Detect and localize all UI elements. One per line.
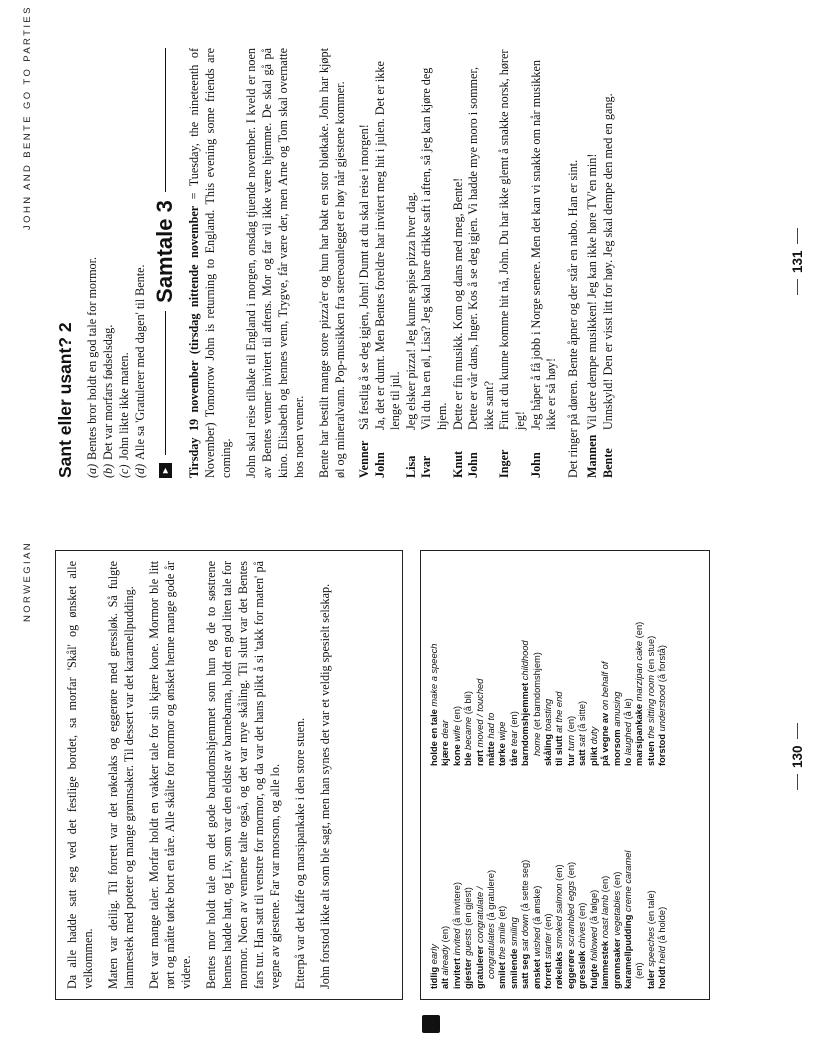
vocabulary-word: karamellpudding [622, 914, 633, 989]
vocabulary-entry [554, 561, 565, 766]
vocabulary-form: (en gjest) [463, 887, 474, 926]
vocabulary-entry [463, 784, 474, 989]
vocabulary-column-2 [429, 561, 703, 766]
dialogue-line [357, 48, 373, 478]
question-item [116, 48, 132, 478]
vocabulary-word: taler [645, 969, 656, 989]
speaker-text: Jeg elsker pizza! Jeg kunne spise pizza hver dag. [403, 192, 418, 430]
speaker-text: Så festlig å se deg igjen, John! Dumt at du skal reise i morgen! [357, 124, 371, 430]
question-text: Alle sa 'Gratulerer med dagen' til Bente. [133, 264, 147, 460]
story-paragraph: Etterpå var det kaffe og marsipankake i den store stuen. [293, 717, 307, 989]
question-marker: (c) [117, 464, 131, 478]
vocabulary-translation: already [440, 945, 451, 976]
vocabulary-translation: had to [486, 712, 497, 739]
dialogue-line [373, 48, 404, 478]
vocabulary-word: eggerøre [565, 949, 576, 989]
vocabulary-form: (en) [508, 711, 519, 728]
vocabulary-translation: wished [531, 927, 542, 957]
vocabulary-form: (en tale) [645, 890, 656, 925]
speaker-text: Dette er vår dans, Inger. Kos å se deg igjen. Vi hadde mye moro i sommer, ikke sant? [466, 66, 496, 430]
question-item [132, 48, 148, 478]
vocabulary-translation: the sitting room [645, 675, 656, 739]
vocabulary-translation: sat [577, 734, 588, 747]
vocabulary-form: (en stue) [645, 635, 656, 673]
vocabulary-entry [646, 784, 657, 989]
vocabulary-word: holdt [657, 966, 668, 989]
vocabulary-translation: moved / touched [474, 678, 485, 748]
intro-paragraph [186, 48, 234, 478]
vocabulary-translation: became [463, 716, 474, 750]
vocabulary-entry [577, 561, 588, 766]
vocabulary-entry [520, 561, 531, 766]
vocabulary-entry [509, 561, 520, 766]
vocabulary-word: invitert [451, 958, 462, 989]
story-paragraph: John forstod ikke alt som ble sagt, men han synes det var et veldig spesielt selskap. [318, 583, 332, 989]
vocabulary-translation: speeches [645, 926, 656, 967]
dialogue-line [585, 48, 601, 478]
vocabulary-entry [657, 784, 668, 989]
vocabulary-translation: toasting [543, 698, 554, 732]
vocabulary-translation: creme caramel [622, 850, 633, 913]
vocabulary-translation: followed [588, 926, 599, 962]
vocabulary-form: (en) [554, 864, 565, 881]
dialogue-line [601, 48, 617, 478]
vocabulary-translation: tear [508, 730, 519, 747]
vocabulary-word: rørt [474, 749, 485, 766]
narration-paragraph: Det ringer på døren. Bente åpner og der står en nabo. Han er sint. [565, 159, 580, 478]
vocabulary-entry [440, 561, 451, 766]
speaker-name: John [372, 452, 387, 478]
vocabulary-translation: guests [463, 928, 474, 956]
vocabulary-word: smilende [508, 948, 519, 989]
vocabulary-translation: starter [543, 932, 554, 960]
vocabulary-translation: early [429, 944, 439, 965]
question-text: Bentes bror holdt en god tale for mormor. [85, 256, 99, 460]
vocabulary-icon [422, 1015, 440, 1033]
question-item [84, 48, 100, 478]
vocabulary-entry [589, 784, 600, 989]
vocabulary-translation: smoked salmon [554, 883, 565, 949]
vocabulary-translation: invited [451, 928, 462, 956]
narration-paragraph: John skal reise tilbake til England i morgen, onsdag tjuende november. I kveld er noen av Bentes venner invitert til aftens. Mor og far vil ikke være hjemme. De skal gå på kino. Elisabeth og hennes venn, Trygve, får være der, men Arne og Tom skal overnatte hos noen venner. [244, 48, 306, 478]
vocabulary-word: alt [440, 978, 451, 989]
vocabulary-form: (en) [600, 875, 611, 893]
question-marker: (d) [133, 463, 147, 478]
page-rule [797, 723, 798, 739]
page-rule [797, 228, 798, 244]
vocabulary-entry [543, 561, 554, 766]
vocabulary-word: kjære [440, 741, 451, 766]
running-head-right: JOHN AND BENTE GO TO PARTIES [22, 5, 33, 230]
vocabulary-word: til slutt [554, 735, 565, 766]
vocabulary-entry [657, 561, 668, 766]
vocabulary-form: (en) [543, 913, 554, 931]
vocabulary-translation: turn [565, 734, 576, 751]
vocabulary-word: forstod [657, 733, 668, 766]
dialogue-line [529, 48, 560, 478]
vocabulary-form: (å ønske) [531, 885, 542, 925]
dialogue-line [451, 48, 467, 478]
vocabulary-entry [589, 561, 600, 766]
speaker-name: Knut [450, 450, 465, 478]
page-number-left [790, 723, 805, 790]
vocabulary-translation: sat down [520, 914, 531, 952]
vocabulary-word: holde en tale [429, 709, 439, 766]
vocabulary-entry [486, 561, 497, 766]
vocabulary-word: ønsket [531, 959, 542, 989]
vocabulary-entry [634, 561, 645, 766]
vocabulary-translation: congratulates [486, 923, 497, 979]
vocabulary-word: grønnsaker [611, 938, 622, 989]
vocabulary-entry [429, 784, 440, 989]
vocabulary-entry [486, 784, 497, 989]
vocabulary-word: fulgte [588, 963, 599, 989]
vocabulary-entry [623, 561, 634, 766]
vocabulary-translation: laughed [622, 722, 633, 756]
speaker-name: Ivar [419, 455, 434, 478]
speaker-name: Venner [357, 440, 371, 478]
vocabulary-word: stuen [645, 741, 656, 766]
vocabulary-word: satt [577, 749, 588, 766]
dialogue-line [419, 48, 450, 478]
vocabulary-entry [520, 784, 531, 989]
running-head-left: NORWEGIAN [22, 540, 33, 622]
vocabulary-translation: childhood [520, 640, 531, 681]
story-paragraph: Maten var deilig. Til forrett var det røkelaks og eggerøre med gressløk. Så fulgte lammestek med poteter og mange grønnsaker. Til dessert var det karamellpudding. [106, 561, 136, 989]
vocabulary-entry [475, 561, 486, 766]
vocabulary-form: (en) [634, 962, 645, 979]
vocabulary-word: smilet [497, 962, 508, 989]
vocabulary-word: tørke [497, 743, 508, 766]
right-page-content [55, 48, 617, 478]
vocabulary-form: (en) [611, 871, 622, 889]
vocabulary-entry [532, 561, 543, 766]
vocabulary-translation: on behalf of [600, 661, 611, 711]
vocabulary-word: ble [463, 752, 474, 766]
vocabulary-translation: smiling [508, 917, 519, 947]
vocabulary-entry [623, 784, 634, 989]
speaker-text: Jeg håper å få jobb i Norge senere. Men det kan vi snakke om når musikken ikke er så høy! [528, 59, 559, 430]
vocabulary-translation: home [531, 732, 542, 756]
question-text: Det var morfars fødselsdag. [101, 324, 115, 460]
vocabulary-entry [509, 784, 520, 989]
vocabulary-form: (en) [634, 621, 645, 639]
story-paragraph: Da alle hadde satt seg ved det festlige bordet, sa morfar 'Skål' og ønsket alle velkommen. [65, 561, 95, 989]
vocabulary-form: (en) [565, 715, 576, 733]
dialogue-line [466, 48, 497, 478]
section-title: Samtale 3 [152, 200, 177, 303]
narration-paragraph: Bente har bestilt mange store pizza'er og hun har bakt en stor bløtkake. John har kjøpt øl og mineralvann. Pop-musikken fra stereoanlegget er høy når gjestene kommer. [317, 48, 347, 478]
vocabulary-entry [600, 784, 611, 989]
vocabulary-translation: dear [440, 719, 451, 739]
vocabulary-entry [543, 784, 554, 989]
vocabulary-translation: the smile [497, 922, 508, 960]
vocabulary-word: satt seg [520, 953, 531, 989]
story-paragraph: Bentes mor holdt tale om det gode barndomshjemmet som hun og de to søstrene hennes hadde hatt, og Liv, som var den eldste av barnebarna, holdt en god liten tale for mormor. Noen av vennene talte også, og det var mye skåling. Til slutt var det Bentes fars tur. Han satt til venstre for mormor, og da var det hans plikt å si 'takk for maten' på vegne av gjestene. Far var morsom, og alle lo. [204, 561, 282, 989]
vocabulary-translation: held [657, 946, 668, 964]
intro-date: Tirsday 19 november (tirsdag nittende november [187, 205, 201, 478]
speaker-name: John [528, 452, 543, 478]
vocabulary-translation: at the end [554, 691, 565, 733]
vocabulary-translation: duty [588, 726, 599, 745]
section-rule [165, 48, 166, 192]
vocabulary-entry [634, 784, 645, 989]
vocabulary-entry [497, 561, 508, 766]
vocabulary-word: gratulerer [474, 945, 485, 989]
story-box [55, 550, 403, 1000]
vocabulary-word: lammestek [600, 940, 611, 989]
vocabulary-word: gressløk [577, 950, 588, 989]
intro-translation: = Tuesday, the nineteenth of November) Tomorrow John is returning to England. This evening some friends are coming. [187, 48, 233, 478]
vocabulary-word: på vegne av [600, 712, 611, 766]
vocabulary-translation: make a speech [429, 643, 439, 707]
page-number-text: 131 [790, 250, 805, 273]
question-marker: (b) [101, 463, 115, 478]
vocabulary-entry [452, 784, 463, 989]
vocabulary-word: barndomshjemmet [520, 682, 531, 766]
speaker-text: Ja, det er dumt. Men Bentes foreldre har invitert meg hit i julen. Det er ikke lenge til jul. [372, 61, 403, 430]
section-rule [165, 311, 166, 455]
vocabulary-translation: wife [451, 725, 462, 742]
vocabulary-word: morsom [611, 729, 622, 766]
vocabulary-translation: understood [657, 684, 668, 732]
vocabulary-form: (å invitere) [451, 882, 462, 926]
exercise-title: Sant eller usant? 2 [55, 322, 75, 478]
story-paragraph: Det var mange taler. Morfar holdt en vakker tale for sin kjære kone. Mormor ble litt rørt og måtte tørke bort en tåre. Alle skålte for mormor og ønsket henne mange gode år videre. [147, 561, 193, 989]
vocabulary-entry [554, 784, 565, 989]
vocabulary-translation: vegetables [611, 890, 622, 936]
vocabulary-translation: roast lamb [600, 894, 611, 939]
speaker-name: Inger [497, 449, 512, 478]
speaker-name: Lisa [403, 455, 418, 478]
dialogue-lines [357, 48, 617, 478]
dialogue-section [186, 48, 348, 478]
page-number-right [790, 228, 805, 295]
vocabulary-entry [463, 561, 474, 766]
question-text: John likte ikke maten. [117, 352, 131, 460]
vocabulary-box [420, 550, 710, 1000]
vocabulary-form: (å sette seg) [520, 859, 531, 912]
dialogue-line [404, 48, 420, 478]
vocabulary-column-1 [429, 784, 703, 989]
vocabulary-entry [566, 784, 577, 989]
vocabulary-entry [612, 561, 623, 766]
vocabulary-form: (et) [497, 905, 508, 920]
vocabulary-word: forrett [543, 961, 554, 989]
vocabulary-word: marsipankake [634, 703, 645, 766]
vocabulary-word: tidlig [429, 966, 439, 989]
speaker-name: Bente [600, 448, 615, 478]
vocabulary-word: plikt [588, 746, 599, 766]
vocabulary-entry [440, 784, 451, 989]
vocabulary-form: (en) [565, 861, 576, 879]
speaker-name: John [466, 452, 481, 478]
question-item [100, 48, 116, 478]
section-header [152, 48, 178, 478]
vocabulary-translation: amusing [611, 691, 622, 727]
vocabulary-entry [452, 561, 463, 766]
vocabulary-entry [577, 784, 588, 989]
vocabulary-word: lo [622, 757, 633, 766]
vocabulary-form: (å holde) [657, 906, 668, 944]
vocabulary-form: (å forstå) [657, 645, 668, 683]
speaker-text: Fint at du kunne komme hit nå, John. Du har ikke glemt å snakke norsk, hører jeg! [497, 49, 527, 430]
vocabulary-form: (å gratulere) [486, 869, 497, 921]
speaker-text: Unnskyld! Den er visst litt for høy. Jeg skal dempe den med en gang. [600, 93, 615, 430]
speaker-text: Vil du ha en øl, Lisa? Jeg skal bare drikke saft i aften, så jeg kan kjøre deg hjem. [419, 67, 449, 430]
vocabulary-word: måtte [486, 741, 497, 766]
vocabulary-translation: scrambled eggs [565, 880, 576, 947]
vocabulary-translation: congratulate / [474, 886, 485, 943]
vocabulary-form: (å følge) [588, 889, 599, 925]
vocabulary-translation: wipe [497, 721, 508, 741]
vocabulary-translation: chives [577, 921, 588, 949]
vocabulary-entry [475, 784, 486, 989]
vocabulary-word: gjester [463, 958, 474, 989]
vocabulary-form: (å le) [622, 698, 633, 720]
vocabulary-word: kone [451, 744, 462, 766]
audio-tape-icon: ► [159, 463, 172, 478]
page-number-text: 130 [790, 745, 805, 768]
vocabulary-form: (å bli) [463, 691, 474, 715]
vocabulary-entry [646, 561, 657, 766]
vocabulary-entry [429, 561, 440, 766]
page-rule [797, 774, 798, 790]
vocabulary-translation: marzipan cake [634, 640, 645, 702]
vocabulary-entry [532, 784, 543, 989]
vocabulary-form: (en) [440, 925, 451, 943]
vocabulary-form: (en) [577, 902, 588, 920]
question-marker: (a) [85, 463, 99, 478]
vocabulary-word: tåre [508, 748, 519, 766]
vocabulary-entry [497, 784, 508, 989]
question-list [84, 48, 148, 478]
vocabulary-form: (å sitte) [577, 700, 588, 732]
vocabulary-word: tur [565, 753, 576, 766]
dialogue-line [497, 48, 528, 478]
vocabulary-entry [600, 561, 611, 766]
vocabulary-form: (en) [451, 706, 462, 723]
vocabulary-entry [566, 561, 577, 766]
page-rule [797, 279, 798, 295]
vocabulary-word: skåling [543, 733, 554, 766]
vocabulary-entry [612, 784, 623, 989]
speaker-name: Mannen [585, 434, 600, 478]
speaker-text: Vil dere dempe musikken! Jeg kan ikke høre TV'en min! [585, 153, 600, 430]
vocabulary-word: røkelaks [554, 951, 565, 989]
speaker-text: Dette er fin musikk. Kom og dans med meg, Bente! [450, 177, 465, 430]
vocabulary-form: (et barndomshjem) [531, 652, 542, 731]
